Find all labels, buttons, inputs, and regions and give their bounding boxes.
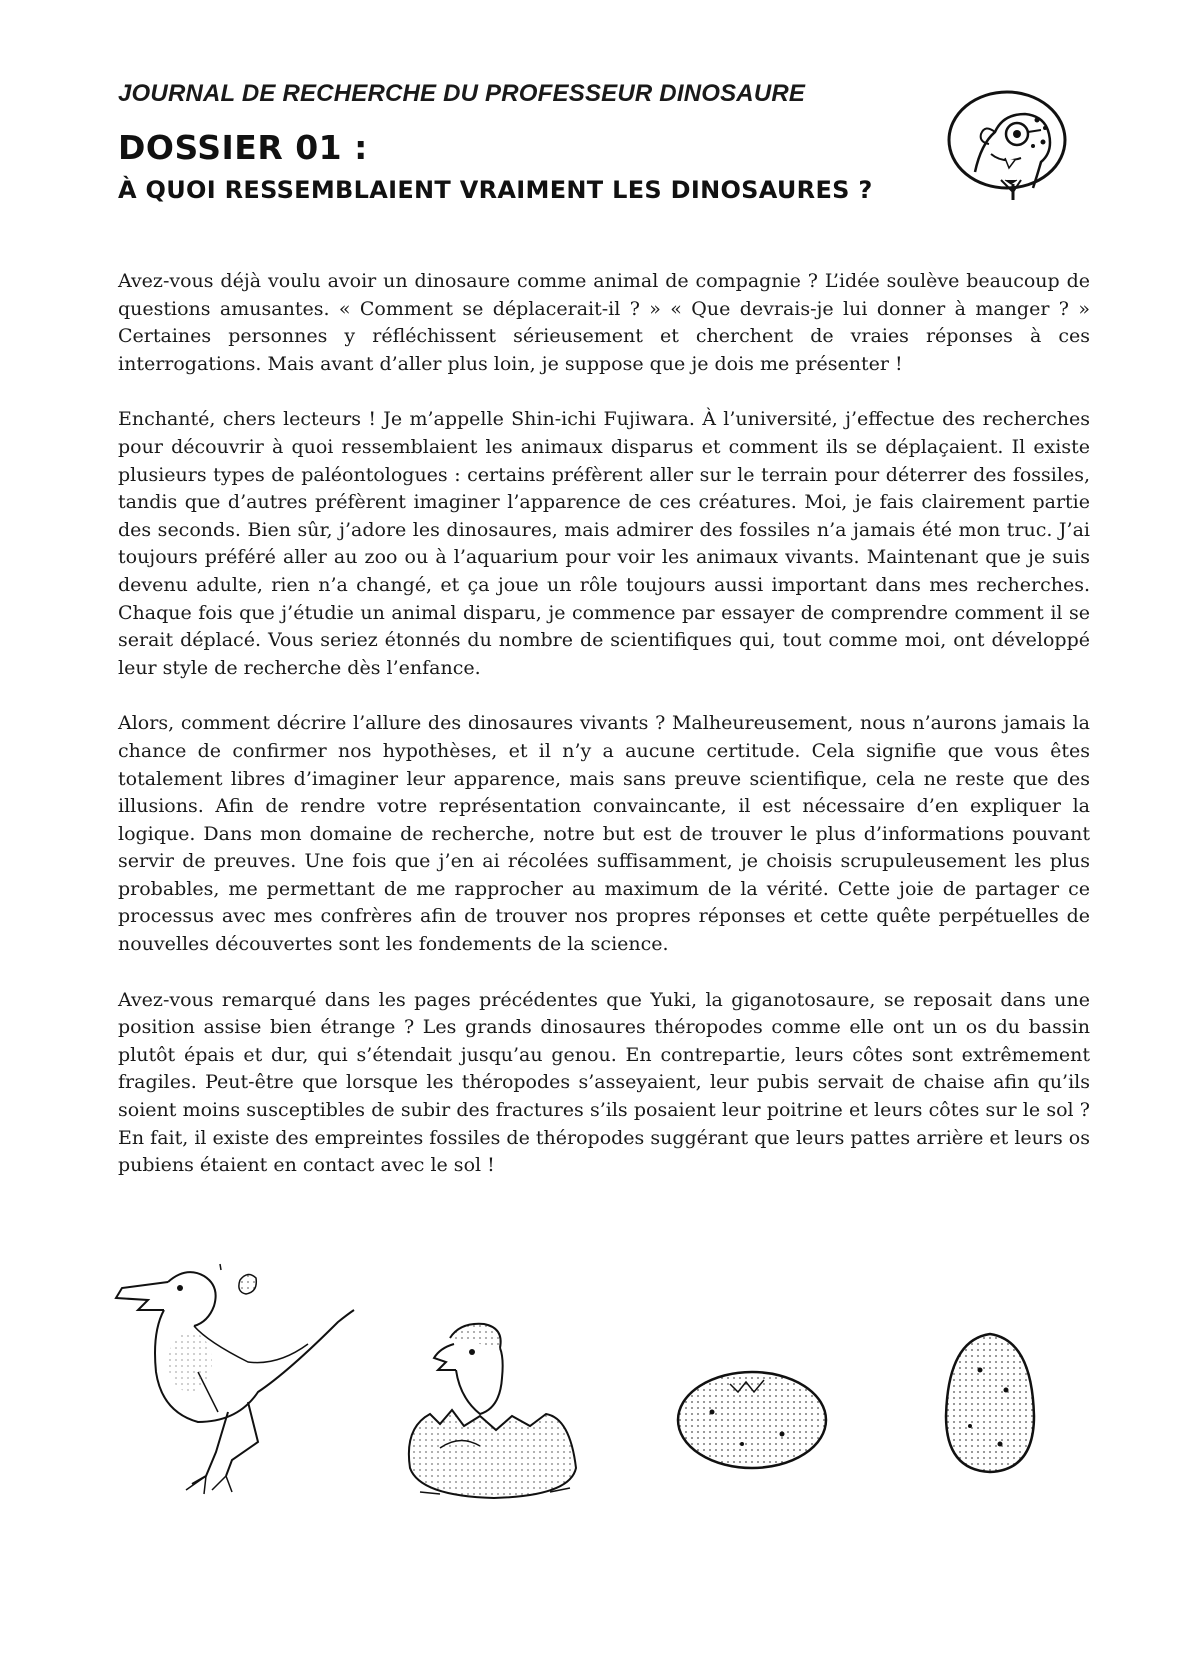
- paragraph-introduction-author: Enchanté, chers lecteurs ! Je m’appelle Shin-ichi Fujiwara. À l’université, j’effectue des recherches pour découvrir à quoi ressemblaient les animaux disparus et comment ils se déplaçaient. Il existe plusieurs types de paléontologues : certains préfèrent aller sur le terrain pour déterrer des fossiles, tandis que d’autres préfèrent imaginer l’apparence de ces créatures. Moi, je fais clairement partie des seconds. Bien sûr, j’adore les dinosaures, mais admirer des fossiles n’a jamais été mon truc. J’ai toujours préféré aller au zoo ou à l’aquarium pour voir les animaux vivants. Maintenant que je suis devenu adulte, rien n’a changé, et ça joue un rôle toujours aussi important dans mes recherches. Chaque fois que j’étudie un animal disparu, je commence par essayer de comprendre comment il se serait déplacé. Vous seriez étonnés du nombre de scientifiques qui, tout comme moi, ont développé leur style de recherche dès l’enfance.: [118, 408, 1090, 679]
- egg-cracking-icon: [672, 1364, 832, 1476]
- speckled-egg-icon: [940, 1330, 1040, 1476]
- paragraph-appearance: Alors, comment décrire l’allure des dinosaures vivants ? Malheureusement, nous n’aurons jamais la chance de confirmer nos hypothèses, et il n’y a aucune certitude. Cela signifie que vous êtes totalement libres d’imaginer leur apparence, mais sans preuve scientifique, cela ne reste que des illusions. Afin de rendre votre représentation convaincante, il est nécessaire d’en expliquer la logique. Dans mon domaine de recherche, notre but est de trouver le plus d’informations pouvant servir de preuves. Une fois que j’en ai récolées suffisamment, je choisis scrupuleusement les plus probables, me permettant de me rapprocher au maximum de la vérité. Cette joie de partager ce processus avec mes confrères afin de trouver nos propres réponses et cette quête perpétuelles de nouvelles découvertes sont les fondements de la science.: [118, 712, 1090, 956]
- hatching-dinosaur-icon: [400, 1318, 600, 1500]
- article-body: [118, 268, 1090, 1208]
- dossier-subtitle: À QUOI RESSEMBLAIENT VRAIMENT LES DINOSAURES ?: [118, 176, 873, 204]
- paragraph-intro: Avez-vous déjà voulu avoir un dinosaure comme animal de compagnie ? L’idée soulève beaucoup de questions amusantes. « Comment se déplacerait-il ? » « Que devrais-je lui donner à manger ? » Certaines personnes y réfléchissent sérieusement et cherchent de vraies réponses à ces interrogations. Mais avant d’aller plus loin, je suppose que je dois me présenter !: [118, 270, 1090, 375]
- baby-dinosaur-icon: [108, 1262, 370, 1500]
- professor-dinosaur-portrait-icon: [945, 84, 1075, 204]
- dossier-title: DOSSIER 01 :: [118, 128, 368, 167]
- journal-title: JOURNAL DE RECHERCHE DU PROFESSEUR DINOSAURE: [118, 80, 806, 107]
- paragraph-yuki: Avez-vous remarqué dans les pages précédentes que Yuki, la giganotosaure, se reposait dans une position assise bien étrange ? Les grands dinosaures théropodes comme elle ont un os du bassin plutôt épais et dur, qui s’étendait jusqu’au genou. En contrepartie, leurs côtes sont extrêmement fragiles. Peut-être que lorsque les théropodes s’asseyaient, leur pubis servait de chaise afin qu’ils soient moins susceptibles de subir des fractures s’ils posaient leur poitrine et leurs côtes sur le sol ? En fait, il existe des empreintes fossiles de théropodes suggérant que leurs pattes arrière et leurs os pubiens étaient en contact avec le sol !: [118, 988, 1090, 1177]
